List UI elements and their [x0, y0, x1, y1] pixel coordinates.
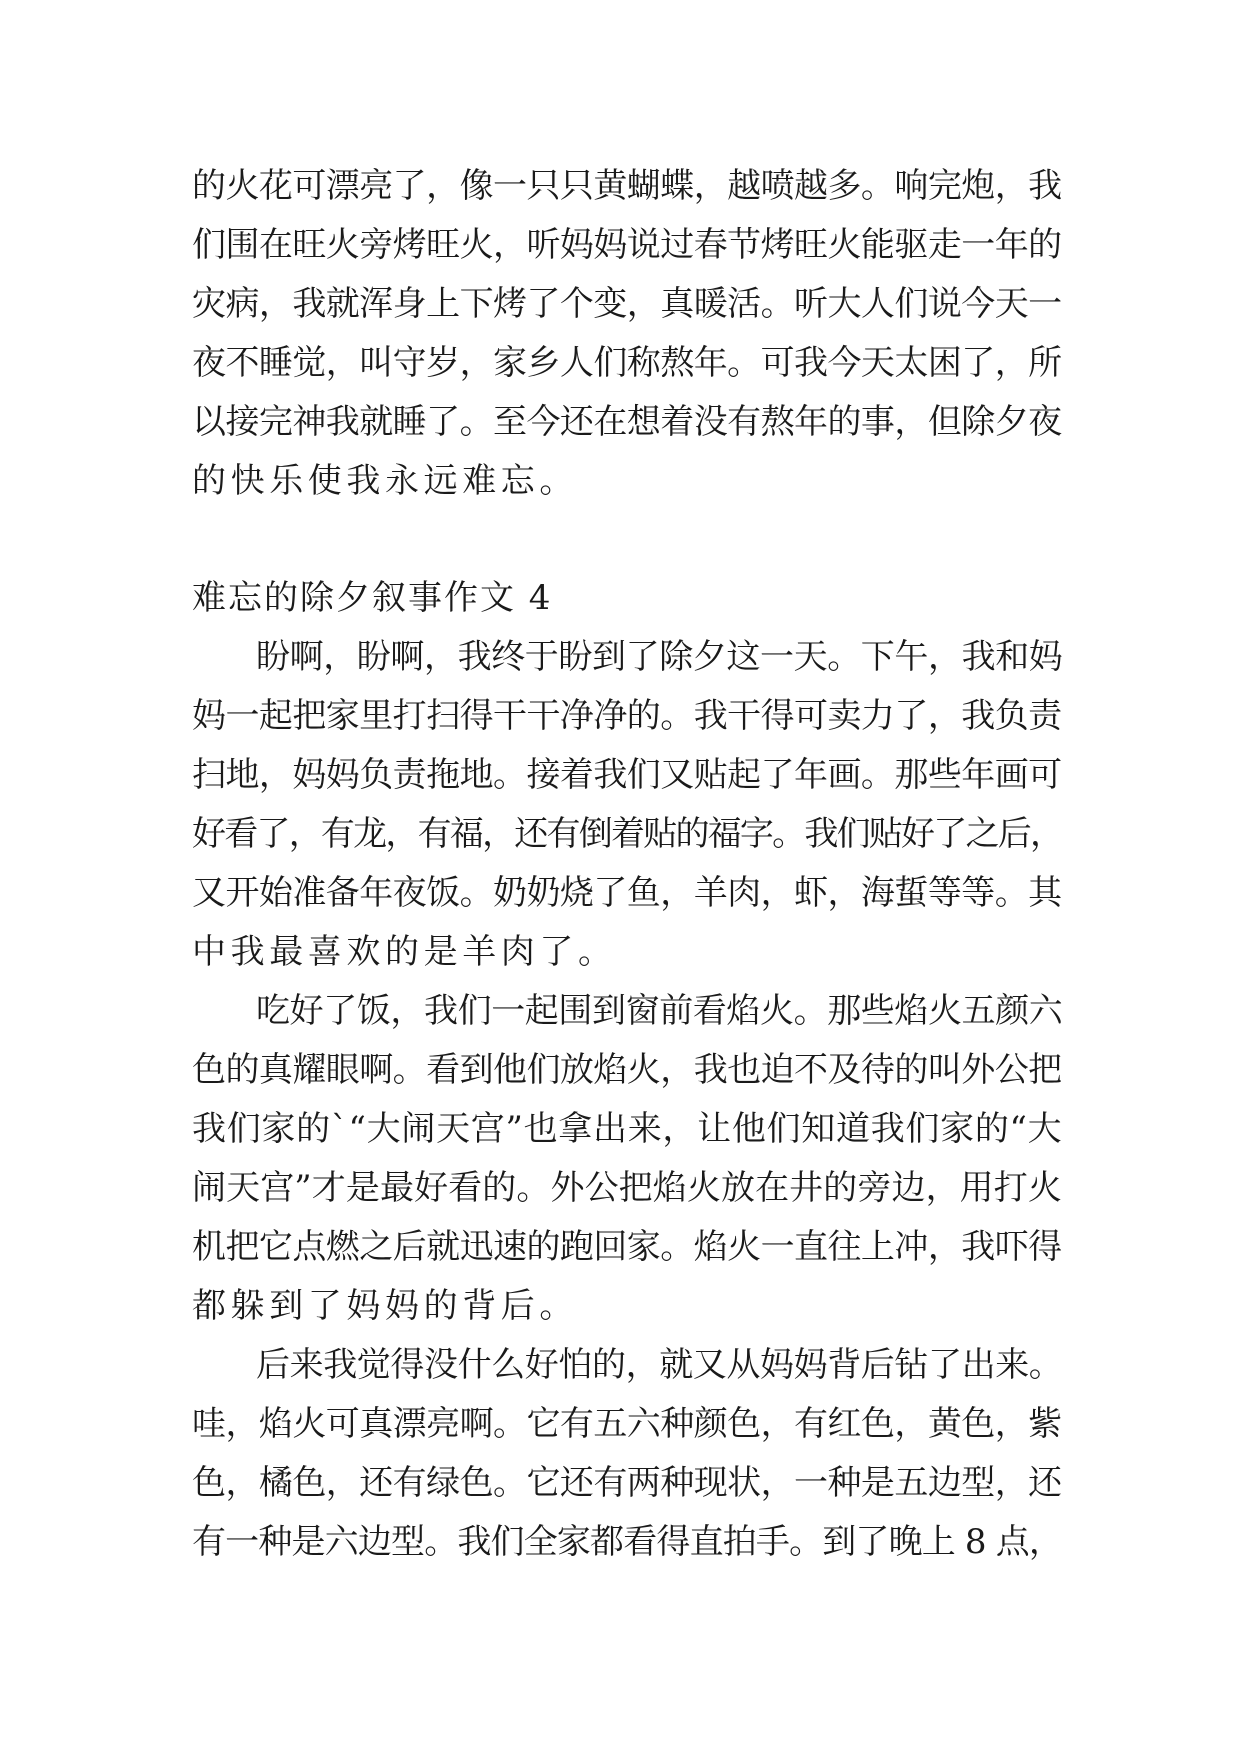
paragraph-2-line-6: 中我最喜欢的是羊肉了。 [192, 932, 617, 972]
paragraph-4-line-2: 哇，焰火可真漂亮啊。它有五六种颜色，有红色，黄色，紫 [192, 1404, 1062, 1444]
paragraph-2-line-3: 扫地，妈妈负责拖地。接着我们又贴起了年画。那些年画可 [192, 755, 1062, 795]
paragraph-4-line-4: 有一种是六边型。我们全家都看得直拍手。到了晚上 8 点， [192, 1522, 1063, 1562]
paragraph-1-line-2: 们围在旺火旁烤旺火，听妈妈说过春节烤旺火能驱走一年的 [192, 225, 1062, 265]
paragraph-3-line-6: 都躲到了妈妈的背后。 [192, 1286, 578, 1326]
paragraph-2-line-5: 又开始准备年夜饭。奶奶烧了鱼，羊肉，虾，海蜇等等。其 [192, 873, 1062, 913]
paragraph-2-line-1: 盼啊，盼啊，我终于盼到了除夕这一天。下午，我和妈 [256, 637, 1063, 677]
paragraph-3-line-3: 我们家的`“大闹天宫”也拿出来，让他们知道我们家的“大 [192, 1109, 1063, 1149]
essay-title: 难忘的除夕叙事作文 4 [192, 578, 553, 618]
paragraph-1-line-3: 灾病，我就浑身上下烤了个变，真暖活。听大人们说今天一 [192, 284, 1062, 324]
paragraph-1-line-4: 夜不睡觉，叫守岁，家乡人们称熬年。可我今天太困了，所 [192, 343, 1062, 383]
paragraph-3-line-5: 机把它点燃之后就迅速的跑回家。焰火一直往上冲，我吓得 [192, 1227, 1062, 1267]
paragraph-1-line-5: 以接完神我就睡了。至今还在想着没有熬年的事，但除夕夜 [192, 402, 1062, 442]
paragraph-2-line-2: 妈一起把家里打扫得干干净净的。我干得可卖力了，我负责 [192, 696, 1062, 736]
paragraph-1-line-1: 的火花可漂亮了，像一只只黄蝴蝶，越喷越多。响完炮，我 [192, 166, 1062, 206]
paragraph-3-line-2: 色的真耀眼啊。看到他们放焰火，我也迫不及待的叫外公把 [192, 1050, 1062, 1090]
paragraph-2-line-4: 好看了，有龙，有福，还有倒着贴的福字。我们贴好了之后， [192, 814, 1063, 854]
paragraph-4-line-1: 后来我觉得没什么好怕的，就又从妈妈背后钻了出来。 [256, 1345, 1063, 1385]
paragraph-3-line-4: 闹天宫”才是最好看的。外公把焰火放在井的旁边，用打火 [192, 1168, 1062, 1208]
paragraph-1-line-6: 的快乐使我永远难忘。 [192, 461, 578, 501]
paragraph-3-line-1: 吃好了饭，我们一起围到窗前看焰火。那些焰火五颜六 [256, 991, 1063, 1031]
paragraph-4-line-3: 色，橘色，还有绿色。它还有两种现状，一种是五边型，还 [192, 1463, 1062, 1503]
